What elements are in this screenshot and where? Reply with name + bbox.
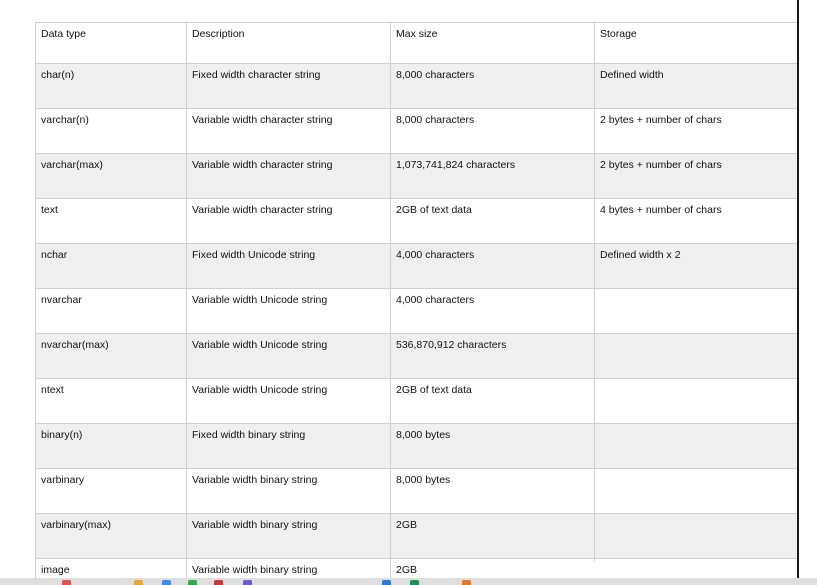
taskbar-app-icon-7[interactable] — [382, 580, 391, 585]
cell-data-type: nvarchar(max) — [36, 334, 187, 379]
cell-max-size: 8,000 bytes — [391, 424, 595, 469]
cell-max-size: 2GB of text data — [391, 199, 595, 244]
table-row — [36, 514, 800, 559]
cell-storage — [595, 334, 800, 379]
cell-storage: 2 bytes + number of chars — [595, 109, 800, 154]
header-description: Description — [187, 23, 391, 64]
table-row — [36, 424, 800, 469]
taskbar — [0, 578, 817, 585]
table-row — [36, 289, 800, 334]
cell-description: Variable width binary string — [187, 469, 391, 514]
taskbar-app-icon-6[interactable] — [243, 580, 252, 585]
cell-storage — [595, 514, 800, 559]
cell-storage — [595, 469, 800, 514]
taskbar-app-icon-2[interactable] — [134, 580, 143, 585]
cell-data-type: text — [36, 199, 187, 244]
cell-description: Variable width character string — [187, 199, 391, 244]
cell-max-size: 8,000 bytes — [391, 469, 595, 514]
cell-description: Fixed width Unicode string — [187, 244, 391, 289]
cell-data-type: char(n) — [36, 64, 187, 109]
cell-max-size: 1,073,741,824 characters — [391, 154, 595, 199]
table-container — [35, 22, 799, 582]
cell-storage — [595, 379, 800, 424]
header-max-size: Max size — [391, 23, 595, 64]
cell-description: Variable width Unicode string — [187, 379, 391, 424]
cell-data-type: varbinary(max) — [36, 514, 187, 559]
cell-max-size: 2GB of text data — [391, 379, 595, 424]
table-row — [36, 199, 800, 244]
table-row — [36, 154, 800, 199]
cell-storage — [595, 424, 800, 469]
cell-data-type: ntext — [36, 379, 187, 424]
data-types-table — [35, 22, 799, 582]
cell-max-size: 2GB — [391, 559, 595, 583]
cell-description: Variable width character string — [187, 109, 391, 154]
cell-max-size: 536,870,912 characters — [391, 334, 595, 379]
taskbar-app-icon-1[interactable] — [62, 580, 71, 585]
cell-description: Fixed width character string — [187, 64, 391, 109]
cell-description: Fixed width binary string — [187, 424, 391, 469]
table-row — [36, 244, 800, 289]
cell-storage: Defined width — [595, 64, 800, 109]
cell-description: Variable width character string — [187, 154, 391, 199]
cell-description: Variable width binary string — [187, 559, 391, 583]
taskbar-app-icon-9[interactable] — [462, 580, 471, 585]
cell-storage: 4 bytes + number of chars — [595, 199, 800, 244]
cell-storage — [595, 289, 800, 334]
table-row — [36, 64, 800, 109]
cell-max-size: 2GB — [391, 514, 595, 559]
header-storage: Storage — [595, 23, 800, 64]
cell-max-size: 4,000 characters — [391, 289, 595, 334]
window-right-edge — [797, 0, 799, 585]
taskbar-app-icon-3[interactable] — [162, 580, 171, 585]
cell-description: Variable width Unicode string — [187, 334, 391, 379]
cell-max-size: 8,000 characters — [391, 109, 595, 154]
cell-storage: Defined width x 2 — [595, 244, 800, 289]
cell-data-type: varchar(n) — [36, 109, 187, 154]
table-row — [36, 109, 800, 154]
cell-data-type: image — [36, 559, 187, 583]
header-data-type: Data type — [36, 23, 187, 64]
taskbar-app-icon-5[interactable] — [214, 580, 223, 585]
taskbar-app-icon-8[interactable] — [410, 580, 419, 585]
cell-data-type: varchar(max) — [36, 154, 187, 199]
cell-data-type: varbinary — [36, 469, 187, 514]
cell-description: Variable width Unicode string — [187, 289, 391, 334]
cell-description: Variable width binary string — [187, 514, 391, 559]
cell-storage: 2 bytes + number of chars — [595, 154, 800, 199]
cell-max-size: 8,000 characters — [391, 64, 595, 109]
table-row — [36, 469, 800, 514]
cell-data-type: nvarchar — [36, 289, 187, 334]
cell-data-type: binary(n) — [36, 424, 187, 469]
taskbar-app-icon-4[interactable] — [188, 580, 197, 585]
table-row — [36, 379, 800, 424]
cell-max-size: 4,000 characters — [391, 244, 595, 289]
cell-data-type: nchar — [36, 244, 187, 289]
table-row — [36, 334, 800, 379]
table-header-row — [36, 23, 800, 64]
